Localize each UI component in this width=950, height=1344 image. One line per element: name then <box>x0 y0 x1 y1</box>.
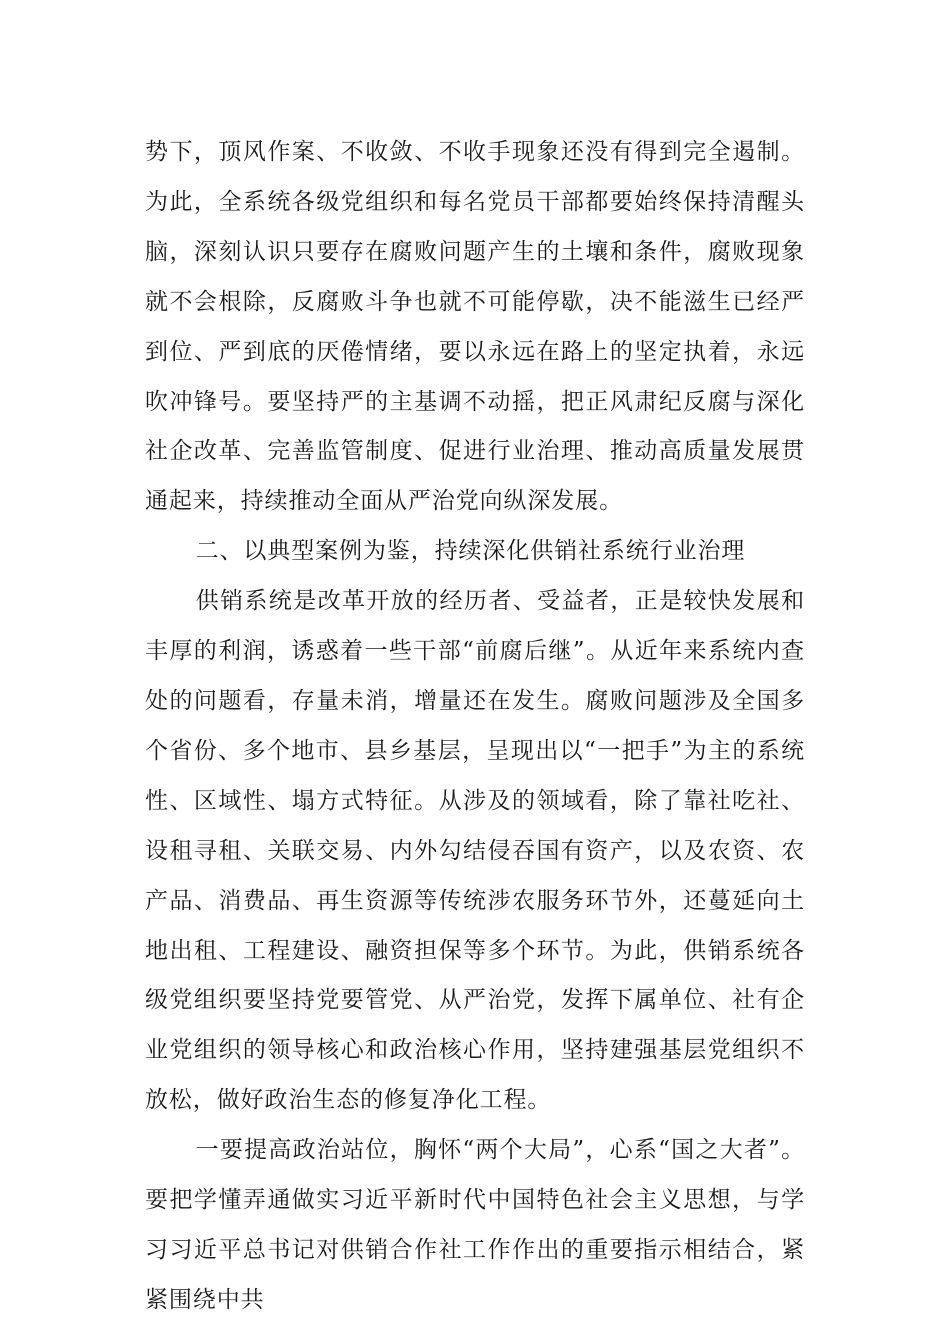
section-heading: 二、以典型案例为鉴，持续深化供销社系统行业治理 <box>195 538 746 565</box>
paragraph-political-stance: 一要提高政治站位，胸怀“两个大局”，心系“国之大者”。要把学懂弄通做实习近平新时代中国特色社会主义思想，与学习习近平总书记对供销合作社工作作出的重要指示相结合，紧紧围绕中共 <box>145 1137 805 1313</box>
paragraph-continuation: 势下，顶风作案、不收敛、不收手现象还没有得到完全遏制。为此，全系统各级党组织和每名党员干部都要始终保持清醒头脑，深刻认识只要存在腐败问题产生的土壤和条件，腐败现象就不会根除，反腐败斗争也就不可能停歇，决不能滋生已经严到位、严到底的厌倦情绪，要以永远在路上的坚定执着，永远吹冲锋号。要坚持严的主基调不动摇，把正风肃纪反腐与深化社企改革、完善监管制度、促进行业治理、推动高质量发展贯通起来，持续推动全面从严治党向纵深发展。 <box>145 139 805 515</box>
document-body <box>145 128 805 1326</box>
paragraph-supply-system: 供销系统是改革开放的经历者、受益者，正是较快发展和丰厚的利润，诱惑着一些干部“前腐后继”。从近年来系统内查处的问题看，存量未消，增量还在发生。腐败问题涉及全国多个省份、多个地市、县乡基层，呈现出以“一把手”为主的系统性、区域性、塌方式特征。从涉及的领域看，除了靠社吃社、设租寻租、关联交易、内外勾结侵吞国有资产，以及农资、农产品、消费品、再生资源等传统涉农服务环节外，还蔓延向土地出租、工程建设、融资担保等多个环节。为此，供销系统各级党组织要坚持党要管党、从严治党，发挥下属单位、社有企业党组织的领导核心和政治核心作用，坚持建强基层党组织不放松，做好政治生态的修复净化工程。 <box>145 588 805 1114</box>
